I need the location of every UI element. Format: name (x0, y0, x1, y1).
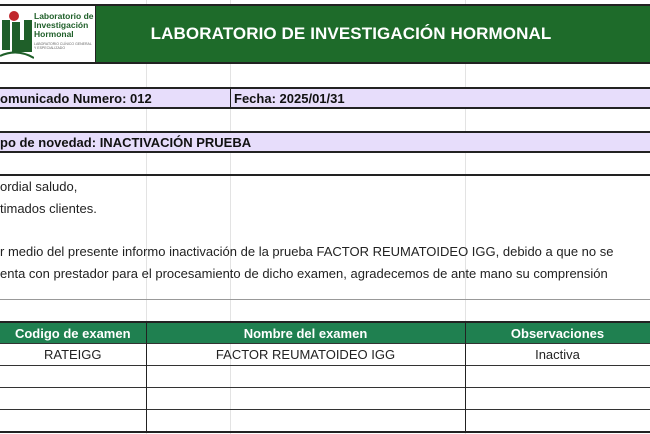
table-row (0, 344, 650, 366)
body-top-border (0, 174, 650, 176)
cell-codigo[interactable] (0, 410, 146, 433)
cell-codigo[interactable]: RATEIGG (0, 344, 146, 366)
message-line-2: enta con prestador para el procesamiento de dicho examen, agradecemos de ante mano su comprensión (0, 266, 608, 281)
recipients-text: timados clientes. (0, 201, 97, 216)
cell-nombre[interactable] (146, 388, 465, 410)
tipo-novedad-field (0, 135, 251, 151)
greeting-text: ordial saludo, (0, 179, 78, 194)
message-line-1: r medio del presente informo inactivación de la prueba FACTOR REUMATOIDEO IGG, debido a que no se (0, 244, 614, 259)
column-header-codigo: Codigo de examen (0, 322, 146, 344)
table-row (0, 410, 650, 433)
cell-observaciones[interactable] (465, 388, 650, 410)
cell-nombre[interactable] (146, 366, 465, 388)
cell-nombre[interactable]: FACTOR REUMATOIDEO IGG (146, 344, 465, 366)
logo-name: Laboratorio de Investigación Hormonal (34, 11, 94, 39)
comunicado-label: omunicado Numero: (0, 91, 127, 106)
column-header-observaciones: Observaciones (465, 322, 650, 344)
tipo-novedad-row (0, 131, 650, 153)
table-row (0, 388, 650, 410)
tipo-novedad-value: INACTIVACIÓN PRUEBA (99, 135, 252, 150)
fecha-value: 2025/01/31 (279, 91, 345, 106)
tipo-novedad-label: po de novedad: (0, 135, 97, 150)
company-logo (0, 4, 96, 64)
cell-observaciones[interactable]: Inactiva (465, 344, 650, 366)
logo-tagline: LABORATORIO CLÍNICO GENERAL Y ESPECIALIZADO (34, 42, 92, 50)
column-header-nombre: Nombre del examen (146, 322, 465, 344)
exam-table (0, 321, 650, 433)
cell-codigo[interactable] (0, 388, 146, 410)
band-divider (230, 89, 231, 107)
body-bottom-border (0, 299, 650, 300)
fecha-label: Fecha: (234, 91, 276, 106)
table-row (0, 366, 650, 388)
cell-codigo[interactable] (0, 366, 146, 388)
cell-nombre[interactable] (146, 410, 465, 433)
page-title: LABORATORIO DE INVESTIGACIÓN HORMONAL (150, 24, 552, 43)
cell-observaciones[interactable] (465, 410, 650, 433)
fecha-field (234, 91, 345, 107)
table-header-row (0, 322, 650, 344)
comunicado-row (0, 87, 650, 109)
comunicado-value: 012 (130, 91, 152, 106)
logo-mark-icon (0, 6, 34, 62)
cell-observaciones[interactable] (465, 366, 650, 388)
comunicado-field (0, 91, 152, 107)
